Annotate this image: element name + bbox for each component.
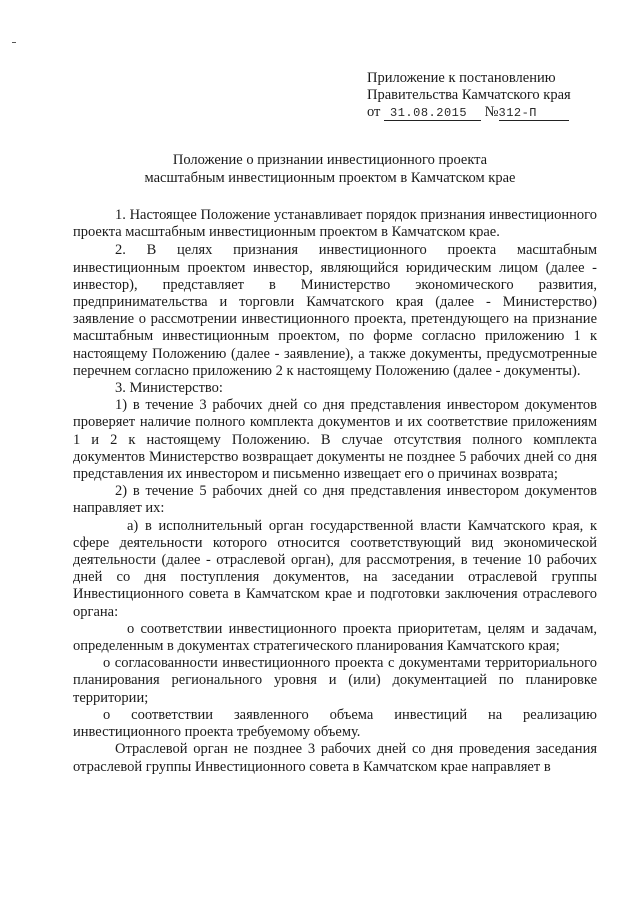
resolution-date: 31.08.2015 xyxy=(390,106,468,120)
paragraph: о согласованности инвестиционного проекта с документами территориального планирования регионального уровня и (или) документацией по планировке территории; xyxy=(73,655,597,706)
header-line-2: Правительства Камчатского края xyxy=(367,87,571,103)
number-label: № xyxy=(484,104,499,120)
title-line-2: масштабным инвестиционным проектом в Камчатском крае xyxy=(144,170,516,186)
resolution-number: 312-П xyxy=(498,106,538,120)
header-line-3 xyxy=(367,104,607,121)
paragraph: а) в исполнительный орган государственной власти Камчатского края, к сфере деятельности которого относится соответствующий вид экономической деятельности (далее - отраслевой орган), для рассмотрения, в течение 10 рабочих дней со дня поступления документов, на заседании отраслевой группы Инвестиционного совета в Камчатском крае и подготовки заключения отраслевого органа: xyxy=(73,517,597,620)
title-line-1: Положение о признании инвестиционного проекта xyxy=(172,152,488,168)
paragraph: о соответствии заявленного объема инвестиций на реализацию инвестиционного проекта требуемому объему. xyxy=(73,706,597,741)
document-title xyxy=(70,151,590,187)
header-line-1: Приложение к постановлению xyxy=(367,70,556,86)
document-body xyxy=(73,207,597,776)
paragraph: 3. Министерство: xyxy=(115,380,223,397)
scan-mark xyxy=(12,42,16,43)
appendix-header xyxy=(367,70,607,121)
paragraph: Отраслевой орган не позднее 3 рабочих дней со дня проведения заседания отраслевой группы Инвестиционного совета в Камчатском крае направляет в xyxy=(73,741,597,775)
paragraph: 2) в течение 5 рабочих дней со дня представления инвестором документов направляет их: xyxy=(73,483,597,517)
paragraph: 2. В целях признания инвестиционного проекта масштабным инвестиционным проектом инвестор, являющийся юридическим лицом (далее - инвестор), представляет в Министерство экономического развития, предпринимательства и торговли Камчатского края (далее - Министерство) заявление о рассмотрении инвестиционного проекта, претендующего на признание масштабным инвестиционным проектом, по форме согласно приложению 1 к настоящему Положению (далее - заявление), а также документы, предусмотренные перечнем согласно приложению 2 к настоящему Положению (далее - документы). xyxy=(73,242,597,379)
paragraph: 1) в течение 3 рабочих дней со дня представления инвестором документов проверяет наличие полного комплекта документов и их соответствие приложениям 1 и 2 к настоящему Положению. В случае отсутствия полного комплекта документов Министерство возвращает документы не позднее 5 рабочих дней со дня представления их инвестором и письменно извещает его о причинах возврата; xyxy=(73,397,597,483)
paragraph: о соответствии инвестиционного проекта приоритетам, целям и задачам, определенным в документах стратегического планирования Камчатского края; xyxy=(73,620,597,655)
paragraph: 1. Настоящее Положение устанавливает порядок признания инвестиционного проекта масштабным инвестиционным проектом в Камчатском крае. xyxy=(73,207,597,241)
from-label: от xyxy=(367,104,381,120)
